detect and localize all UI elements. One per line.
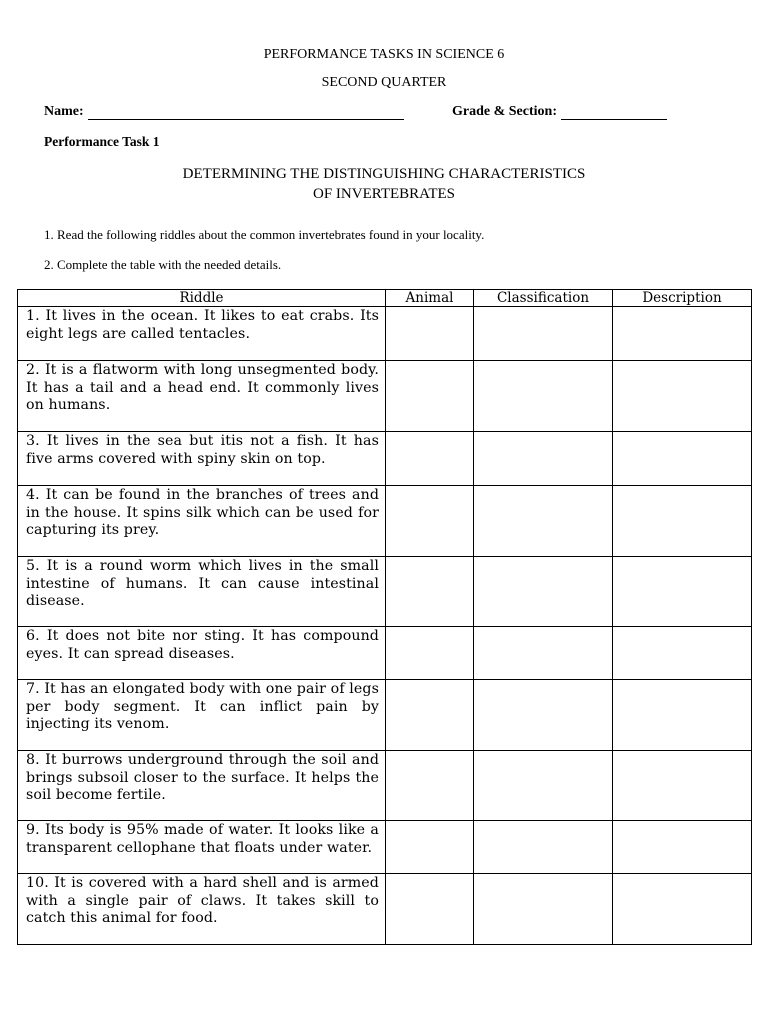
animal-cell[interactable] <box>386 486 474 557</box>
riddle-cell: 9. Its body is 95% made of water. It looks like a transparent cellophane that floats under water. <box>18 821 386 874</box>
table-row <box>18 751 752 821</box>
description-cell[interactable] <box>613 821 752 874</box>
classification-cell[interactable] <box>474 821 613 874</box>
task-label: Performance Task 1 <box>44 134 160 149</box>
riddle-cell: 4. It can be found in the branches of trees and in the house. It spins silk which can be used for capturing its prey. <box>18 486 386 557</box>
table-row <box>18 432 752 486</box>
classification-cell[interactable] <box>474 432 613 486</box>
task-title-line-2: OF INVERTEBRATES <box>312 186 456 202</box>
riddle-cell: 2. It is a flatworm with long unsegmented body. It has a tail and a head end. It commonly lives on humans. <box>18 361 386 432</box>
animal-cell[interactable] <box>386 557 474 627</box>
animal-cell[interactable] <box>386 307 474 361</box>
description-cell[interactable] <box>613 432 752 486</box>
classification-cell[interactable] <box>474 557 613 627</box>
animal-cell[interactable] <box>386 627 474 680</box>
riddle-table <box>17 289 752 945</box>
description-cell[interactable] <box>613 361 752 432</box>
header-riddle: Riddle <box>18 290 386 307</box>
task-title-line-1: DETERMINING THE DISTINGUISHING CHARACTERISTICS <box>182 166 586 182</box>
table-row <box>18 627 752 680</box>
classification-cell[interactable] <box>474 680 613 751</box>
header-classification: Classification <box>474 290 613 307</box>
table-row <box>18 361 752 432</box>
description-cell[interactable] <box>613 486 752 557</box>
classification-cell[interactable] <box>474 486 613 557</box>
description-cell[interactable] <box>613 627 752 680</box>
animal-cell[interactable] <box>386 821 474 874</box>
task-title <box>0 164 768 204</box>
description-cell[interactable] <box>613 874 752 945</box>
name-field <box>44 104 404 120</box>
grade-section-field <box>452 104 667 120</box>
instruction-2: 2. Complete the table with the needed details. <box>44 257 282 272</box>
riddle-cell: 3. It lives in the sea but itis not a fish. It has five arms covered with spiny skin on top. <box>18 432 386 486</box>
riddle-cell: 7. It has an elongated body with one pair of legs per body segment. It can inflict pain by injecting its venom. <box>18 680 386 751</box>
document-title: PERFORMANCE TASKS IN SCIENCE 6 <box>263 47 505 62</box>
quarter-heading: SECOND QUARTER <box>321 75 447 90</box>
animal-cell[interactable] <box>386 874 474 945</box>
riddle-cell: 10. It is covered with a hard shell and is armed with a single pair of claws. It takes skill to catch this animal for food. <box>18 874 386 945</box>
table-row <box>18 307 752 361</box>
riddle-cell: 5. It is a round worm which lives in the small intestine of humans. It can cause intestinal disease. <box>18 557 386 627</box>
animal-cell[interactable] <box>386 361 474 432</box>
riddle-cell: 8. It burrows underground through the soil and brings subsoil closer to the surface. It helps the soil become fertile. <box>18 751 386 821</box>
description-cell[interactable] <box>613 751 752 821</box>
classification-cell[interactable] <box>474 361 613 432</box>
grade-section-blank-line[interactable] <box>561 107 667 120</box>
classification-cell[interactable] <box>474 627 613 680</box>
header-description: Description <box>613 290 752 307</box>
instruction-1: 1. Read the following riddles about the common invertebrates found in your locality. <box>44 227 485 242</box>
description-cell[interactable] <box>613 307 752 361</box>
riddle-cell: 1. It lives in the ocean. It likes to eat crabs. Its eight legs are called tentacles. <box>18 307 386 361</box>
classification-cell[interactable] <box>474 751 613 821</box>
name-label: Name: <box>44 104 84 119</box>
classification-cell[interactable] <box>474 307 613 361</box>
name-blank-line[interactable] <box>88 107 404 120</box>
grade-section-label: Grade & Section: <box>452 104 557 119</box>
animal-cell[interactable] <box>386 680 474 751</box>
table-row <box>18 557 752 627</box>
animal-cell[interactable] <box>386 751 474 821</box>
table-row <box>18 874 752 945</box>
description-cell[interactable] <box>613 557 752 627</box>
classification-cell[interactable] <box>474 874 613 945</box>
riddle-cell: 6. It does not bite nor sting. It has compound eyes. It can spread diseases. <box>18 627 386 680</box>
table-row <box>18 680 752 751</box>
description-cell[interactable] <box>613 680 752 751</box>
table-header-row <box>18 290 752 307</box>
table-row <box>18 486 752 557</box>
animal-cell[interactable] <box>386 432 474 486</box>
table-row <box>18 821 752 874</box>
header-animal: Animal <box>386 290 474 307</box>
